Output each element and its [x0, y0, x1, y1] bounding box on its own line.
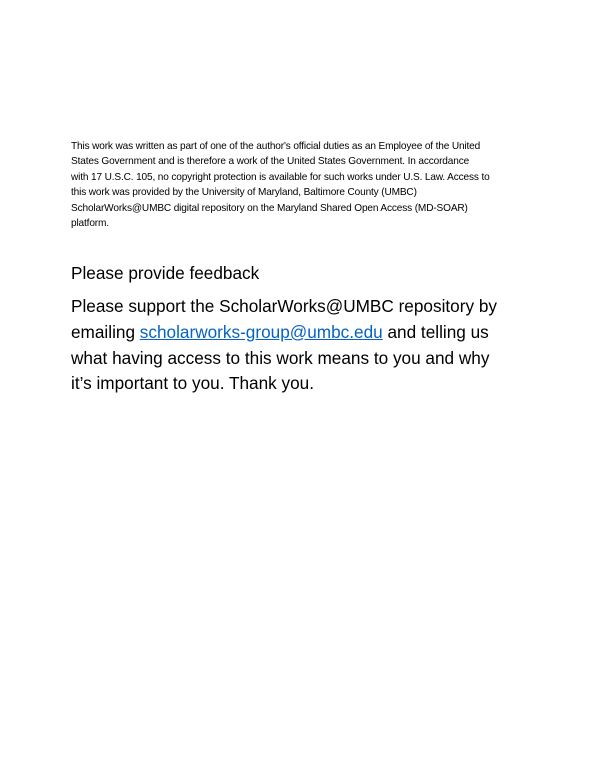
support-line: what having access to this work means to you and why — [71, 347, 490, 368]
feedback-heading: Please provide feedback — [71, 263, 260, 283]
notice-line: this work was provided by the University of Maryland, Baltimore County (UMBC) — [71, 187, 417, 199]
support-line — [71, 320, 541, 346]
support-paragraph — [71, 294, 541, 397]
notice-line: platform. — [71, 218, 109, 230]
notice-line: with 17 U.S.C. 105, no copyright protection is available for such works under U.S. Law. Access to — [71, 171, 490, 183]
support-line: it’s important to you. Thank you. — [71, 373, 314, 394]
support-line: Please support the ScholarWorks@UMBC repository by — [71, 296, 497, 316]
support-text-before-email: emailing — [71, 321, 140, 342]
email-link[interactable]: scholarworks-group@umbc.edu — [139, 321, 383, 342]
notice-line: States Government and is therefore a work of the United States Government. In accordance — [71, 156, 470, 168]
support-text-after-email: and telling us — [382, 321, 489, 342]
notice-line: This work was written as part of one of the author's official duties as an Employee of the United — [71, 141, 481, 152]
copyright-notice — [71, 139, 535, 231]
notice-line: ScholarWorks@UMBC digital repository on the Maryland Shared Open Access (MD-SOAR) — [71, 202, 468, 214]
